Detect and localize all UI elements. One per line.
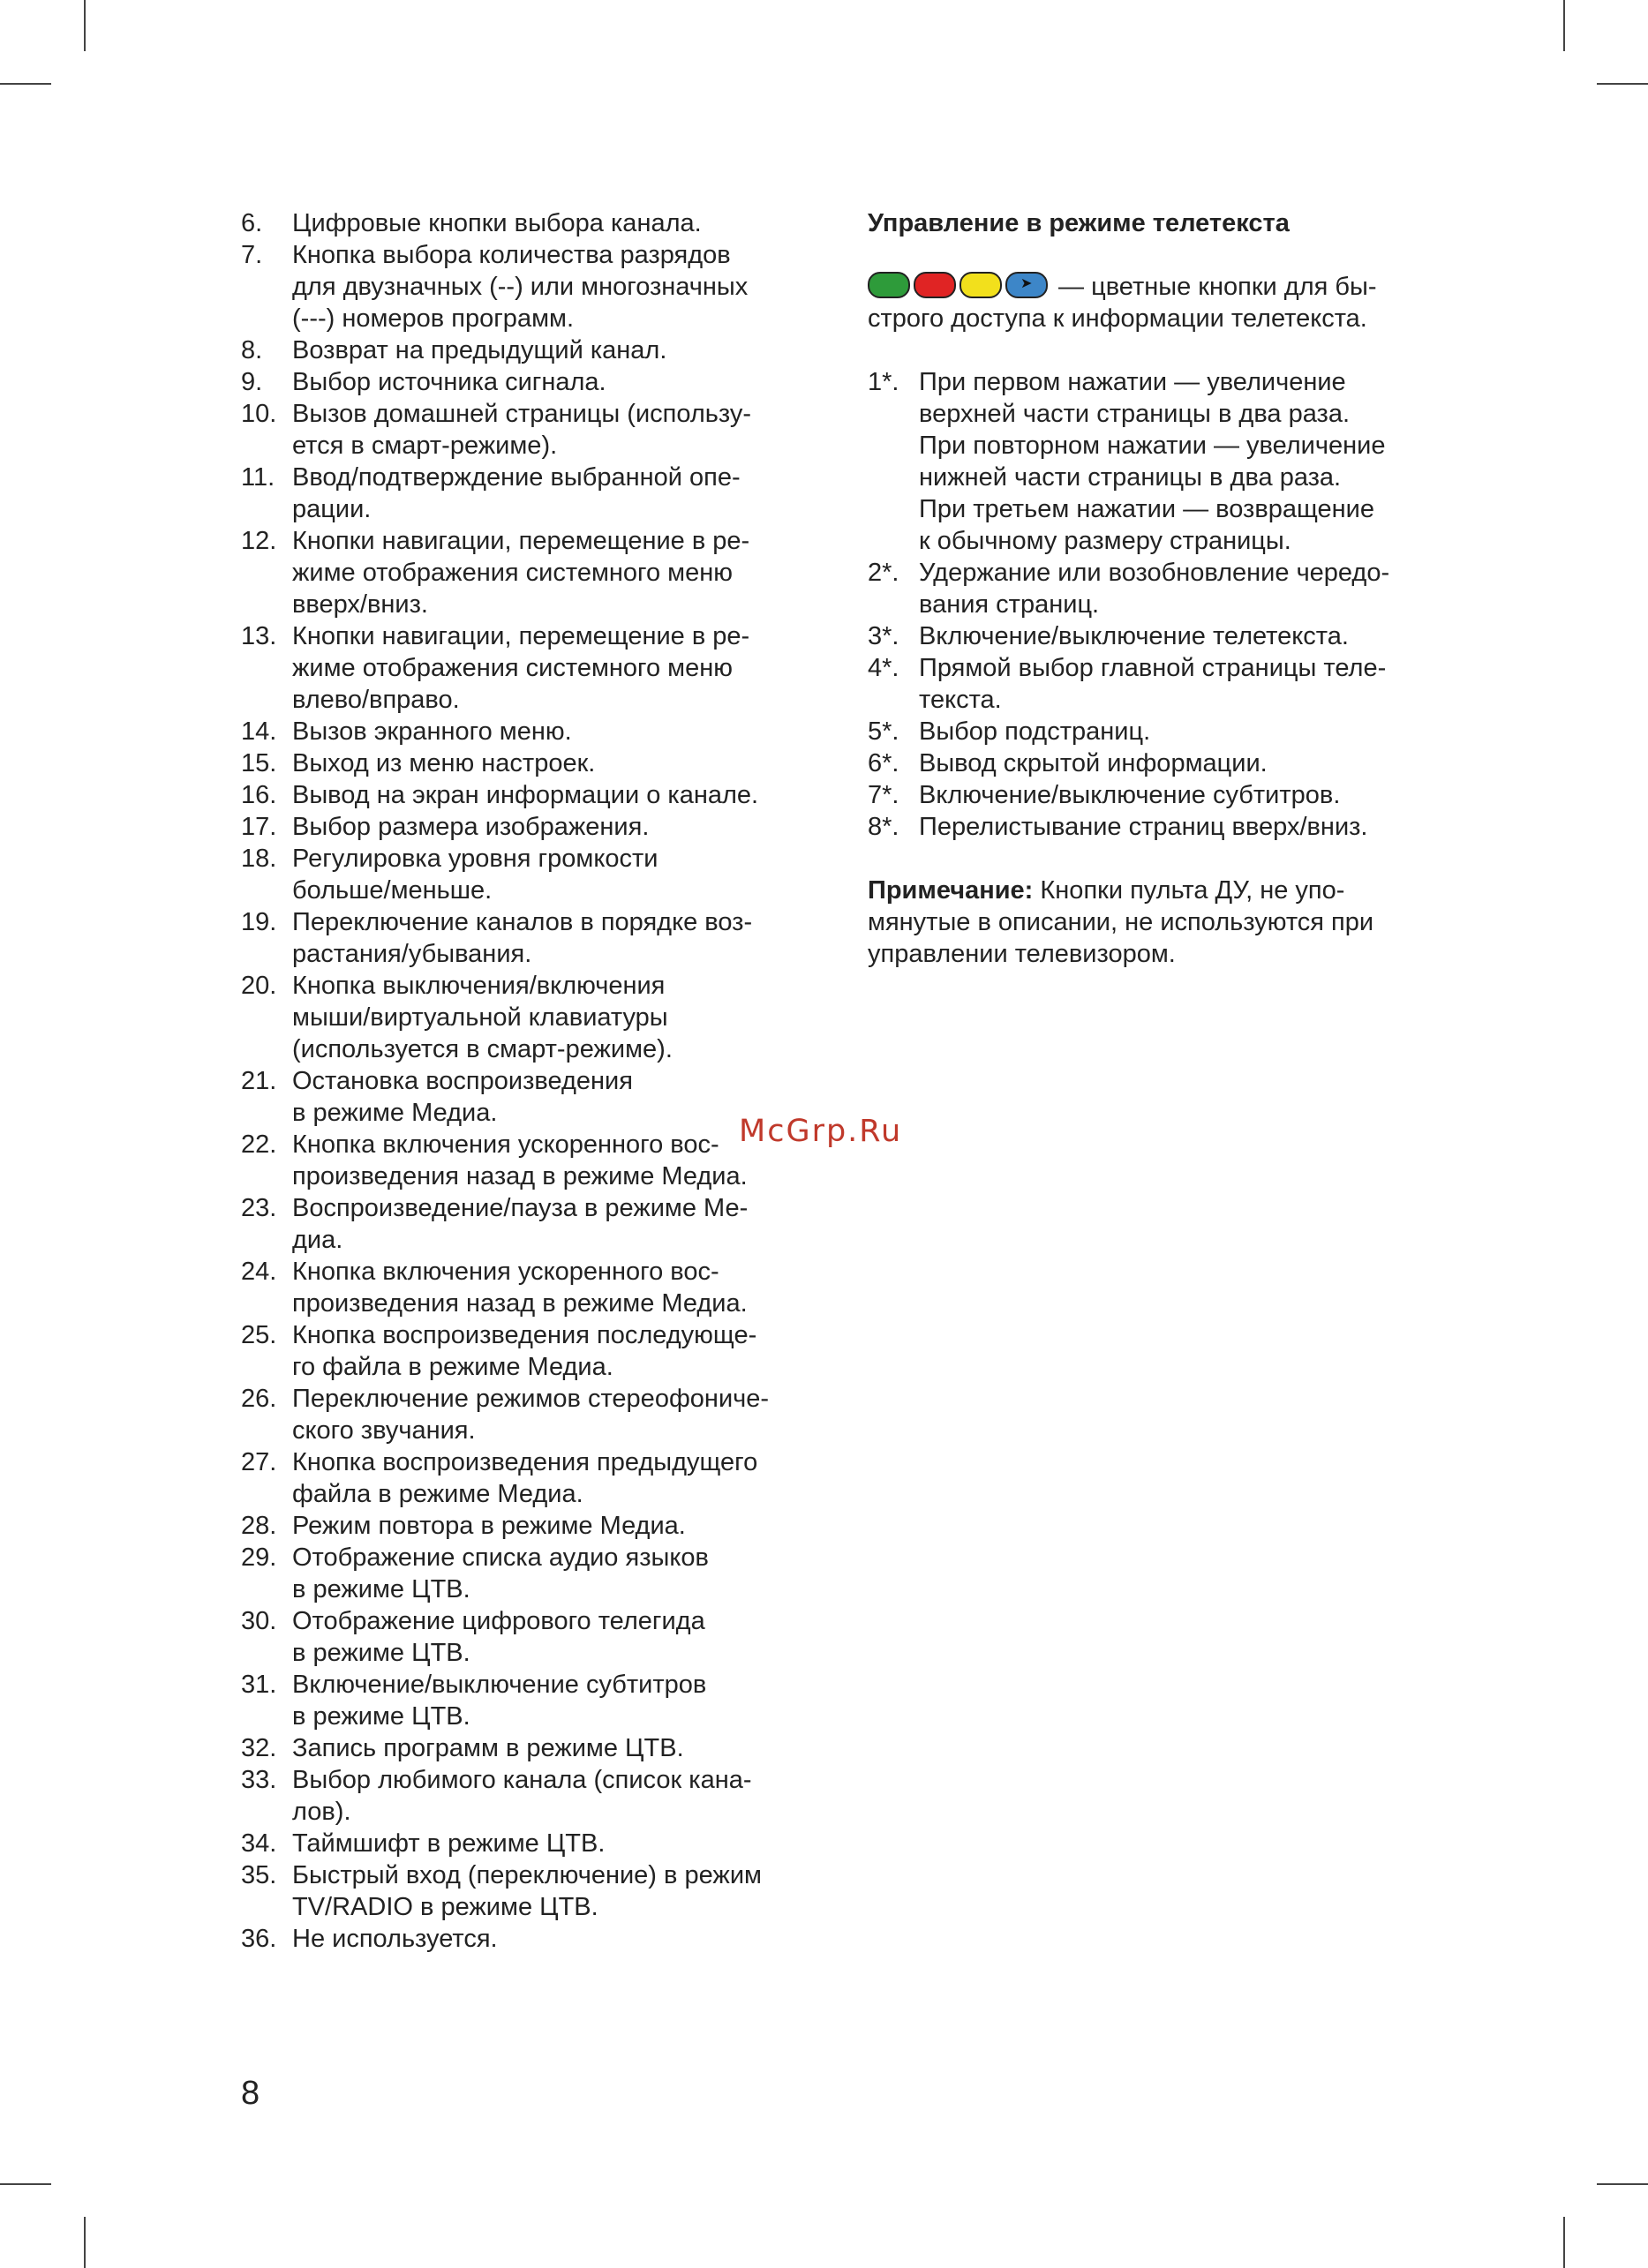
- item-number: 11.: [241, 463, 275, 492]
- list-item: [241, 1764, 841, 1828]
- item-number: 13.: [241, 622, 277, 650]
- item-text: Цифровые кнопки выбора канала.: [292, 209, 702, 237]
- item-number: 21.: [241, 1067, 277, 1095]
- teletext-list: [868, 366, 1441, 843]
- item-text: Выбор подстраниц.: [919, 717, 1151, 746]
- yellow-button-icon: [959, 272, 1002, 298]
- list-item: [868, 779, 1441, 811]
- item-text: Возврат на предыдущий канал.: [292, 336, 667, 364]
- list-item: [241, 462, 841, 525]
- item-number: 16.: [241, 781, 277, 809]
- crop-mark: [1563, 2217, 1565, 2268]
- list-item: [241, 906, 841, 970]
- item-text: Отображение цифрового телегида в режиме ЦТВ.: [292, 1607, 705, 1667]
- item-text: Быстрый вход (переключение) в режим TV/RADIO в режиме ЦТВ.: [292, 1861, 762, 1921]
- list-item: [868, 716, 1441, 747]
- list-item: [241, 207, 841, 239]
- item-text: Отображение списка аудио языков в режиме ЦТВ.: [292, 1543, 709, 1603]
- crop-mark: [1597, 2183, 1648, 2185]
- item-number: 6.: [241, 209, 263, 237]
- list-item: [241, 1383, 841, 1446]
- teletext-heading: Управление в режиме телетекста: [868, 209, 1290, 237]
- list-item: [241, 970, 841, 1065]
- item-number: 15.: [241, 749, 277, 777]
- item-text: Кнопка включения ускоренного вос- произведения назад в режиме Медиа.: [292, 1258, 748, 1318]
- item-text: Не используется.: [292, 1925, 498, 1953]
- item-number: 25.: [241, 1321, 277, 1349]
- item-text: Переключение режимов стереофониче- ского звучания.: [292, 1385, 770, 1445]
- list-item: [241, 1542, 841, 1605]
- item-number: 18.: [241, 845, 277, 873]
- list-item: [241, 779, 841, 811]
- list-item: [241, 1510, 841, 1542]
- list-item: [241, 1256, 841, 1319]
- item-text: Воспроизведение/пауза в режиме Ме- диа.: [292, 1194, 749, 1254]
- item-number: 28.: [241, 1512, 277, 1540]
- item-number: 32.: [241, 1734, 277, 1762]
- item-number: 14.: [241, 717, 277, 746]
- list-item: [868, 620, 1441, 652]
- item-text: Вывод на экран информации о канале.: [292, 781, 759, 809]
- item-text: Кнопка выбора количества разрядов для двузначных (--) или многозначных (---) номеров программ.: [292, 241, 749, 333]
- item-number: 6*.: [868, 749, 899, 777]
- list-item: [868, 652, 1441, 716]
- item-text: Кнопки навигации, перемещение в ре- жиме отображения системного меню вверх/вниз.: [292, 527, 750, 619]
- list-item: [241, 1446, 841, 1510]
- item-number: 9.: [241, 368, 263, 396]
- item-number: 8*.: [868, 813, 899, 841]
- color-buttons-line: [868, 271, 1441, 303]
- item-text: Перелистывание страниц вверх/вниз.: [919, 813, 1368, 841]
- list-item: [241, 239, 841, 334]
- item-number: 23.: [241, 1194, 277, 1222]
- list-item: [241, 334, 841, 366]
- list-item: [868, 811, 1441, 843]
- item-text: Удержание или возобновление чередо- вания страниц.: [919, 559, 1390, 619]
- page-number: 8: [241, 2075, 260, 2112]
- list-item: [241, 1605, 841, 1669]
- item-number: 8.: [241, 336, 263, 364]
- item-number: 33.: [241, 1766, 277, 1794]
- item-number: 2*.: [868, 559, 899, 587]
- list-item: [241, 620, 841, 716]
- green-button-icon: [868, 272, 910, 298]
- color-buttons-text: — цветные кнопки для бы-: [1051, 273, 1377, 301]
- list-item: [241, 398, 841, 462]
- note: [868, 875, 1441, 970]
- list-item: [241, 1319, 841, 1383]
- list-item: [241, 843, 841, 906]
- list-item: [241, 716, 841, 747]
- item-text: Кнопка выключения/включения мыши/виртуальной клавиатуры (используется в смарт-режиме).: [292, 972, 673, 1063]
- item-number: 5*.: [868, 717, 899, 746]
- list-item: [868, 366, 1441, 557]
- list-item: [241, 525, 841, 620]
- item-text: Кнопки навигации, перемещение в ре- жиме отображения системного меню влево/вправо.: [292, 622, 750, 714]
- item-text: Переключение каналов в порядке воз- растания/убывания.: [292, 908, 753, 968]
- item-text: Выбор любимого канала (список кана- лов).: [292, 1766, 752, 1826]
- item-text: Кнопка воспроизведения предыдущего файла в режиме Медиа.: [292, 1448, 758, 1508]
- item-text: Регулировка уровня громкости больше/меньше.: [292, 845, 658, 905]
- item-text: При первом нажатии — увеличение верхней части страницы в два раза. При повторном нажатии — увеличение нижней части страницы в два раза. При третьем нажатии — возвращение к обычному размеру страницы.: [919, 368, 1386, 555]
- crop-mark: [0, 83, 51, 85]
- item-number: 10.: [241, 400, 277, 428]
- item-number: 31.: [241, 1671, 277, 1699]
- item-text: Таймшифт в режиме ЦТВ.: [292, 1829, 606, 1858]
- list-item: [241, 366, 841, 398]
- list-item: [241, 1828, 841, 1859]
- item-text: Кнопка включения ускоренного вос- произведения назад в режиме Медиа.: [292, 1130, 748, 1190]
- list-item: [241, 1669, 841, 1732]
- item-text: Вызов домашней страницы (использу- ется в смарт-режиме).: [292, 400, 752, 460]
- right-column: [868, 207, 1441, 970]
- item-number: 27.: [241, 1448, 277, 1476]
- item-number: 19.: [241, 908, 277, 936]
- item-number: 29.: [241, 1543, 277, 1572]
- red-button-icon: [914, 272, 956, 298]
- crop-mark: [1597, 83, 1648, 85]
- item-number: 30.: [241, 1607, 277, 1635]
- item-text: Включение/выключение субтитров.: [919, 781, 1341, 809]
- item-number: 7.: [241, 241, 263, 269]
- list-item: [868, 747, 1441, 779]
- left-column: [241, 207, 841, 1955]
- crop-mark: [1563, 0, 1565, 51]
- item-number: 7*.: [868, 781, 899, 809]
- item-text: Запись программ в режиме ЦТВ.: [292, 1734, 684, 1762]
- remote-buttons-list: [241, 207, 841, 1955]
- list-item: [241, 1192, 841, 1256]
- note-text: Кнопки пульта ДУ, не упо- мянутые в описании, не используются при управлении телевизором.: [868, 876, 1374, 968]
- item-number: 34.: [241, 1829, 277, 1858]
- item-number: 26.: [241, 1385, 277, 1413]
- watermark: McGrp.Ru: [739, 1114, 903, 1149]
- item-text: Выбор размера изображения.: [292, 813, 650, 841]
- item-text: Прямой выбор главной страницы теле- текста.: [919, 654, 1387, 714]
- item-number: 24.: [241, 1258, 277, 1286]
- blue-cursor-button-icon: [1005, 272, 1048, 298]
- item-text: Включение/выключение субтитров в режиме ЦТВ.: [292, 1671, 707, 1731]
- crop-mark: [84, 2217, 86, 2268]
- item-number: 35.: [241, 1861, 277, 1889]
- list-item: [241, 1859, 841, 1923]
- item-number: 12.: [241, 527, 277, 555]
- color-buttons-text-cont: строго доступа к информации телетекста.: [868, 304, 1367, 333]
- note-label: Примечание:: [868, 876, 1034, 905]
- list-item: [241, 1923, 841, 1955]
- item-text: Включение/выключение телетекста.: [919, 622, 1349, 650]
- crop-mark: [0, 2183, 51, 2185]
- item-text: Остановка воспроизведения в режиме Медиа.: [292, 1067, 633, 1127]
- item-number: 22.: [241, 1130, 277, 1159]
- item-number: 17.: [241, 813, 277, 841]
- item-text: Выход из меню настроек.: [292, 749, 596, 777]
- item-number: 1*.: [868, 368, 899, 396]
- item-number: 20.: [241, 972, 277, 1000]
- item-number: 36.: [241, 1925, 277, 1953]
- list-item: [241, 811, 841, 843]
- item-text: Ввод/подтверждение выбранной опе- рации.: [292, 463, 741, 523]
- item-text: Вывод скрытой информации.: [919, 749, 1268, 777]
- item-text: Режим повтора в режиме Медиа.: [292, 1512, 686, 1540]
- item-number: 4*.: [868, 654, 899, 682]
- list-item: [241, 1732, 841, 1764]
- cursor-icon: ➤: [1020, 276, 1033, 291]
- item-text: Выбор источника сигнала.: [292, 368, 606, 396]
- item-text: Кнопка воспроизведения последующе- го файла в режиме Медиа.: [292, 1321, 757, 1381]
- item-number: 3*.: [868, 622, 899, 650]
- crop-mark: [84, 0, 86, 51]
- list-item: [241, 747, 841, 779]
- list-item: [868, 557, 1441, 620]
- item-text: Вызов экранного меню.: [292, 717, 572, 746]
